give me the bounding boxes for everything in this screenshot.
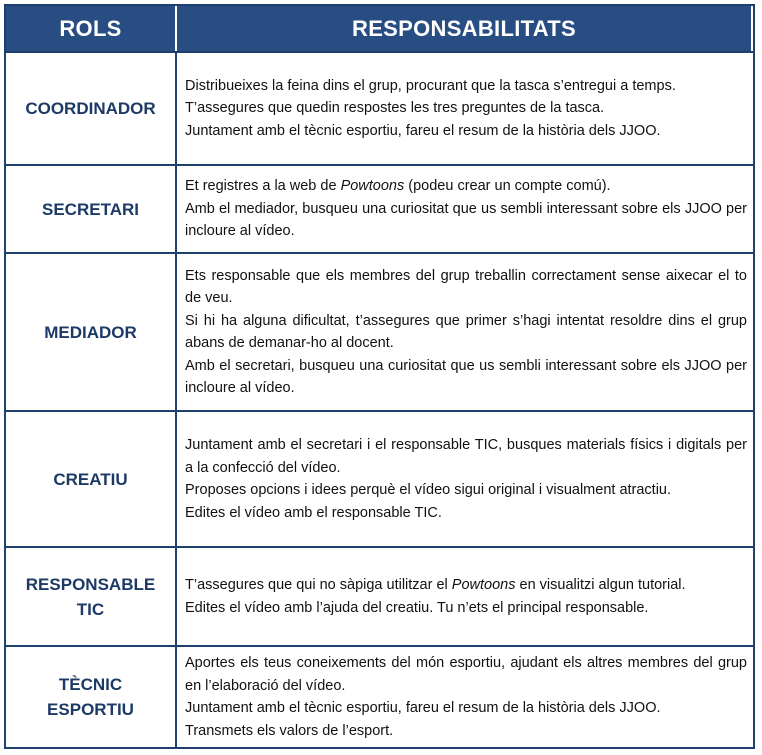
responsibility-text: Edites el vídeo amb l’ajuda del creatiu. Tu n’ets el principal responsable. <box>185 599 649 616</box>
responsibility-text: Amb el mediador, busqueu una curiositat que us sembli interessant sobre els JJOO per incloure al vídeo. <box>185 200 747 240</box>
responsibility-text: (podeu crear un compte comú). <box>404 178 611 195</box>
responsibility-item <box>185 652 747 697</box>
responsibility-text: Edites el vídeo amb el responsable TIC. <box>185 504 442 521</box>
role-name <box>26 572 155 622</box>
responsibility-item <box>185 198 747 243</box>
responsibility-item <box>185 697 747 720</box>
role-name <box>53 467 127 492</box>
role-name-line: SECRETARI <box>42 199 139 219</box>
responsibility-text: Juntament amb el tècnic esportiu, fareu el resum de la història dels JJOO. <box>185 122 661 139</box>
responsibility-text: Juntament amb el tècnic esportiu, fareu el resum de la història dels JJOO. <box>185 700 661 716</box>
role-cell <box>6 410 177 546</box>
role-cell <box>6 645 177 747</box>
responsibility-item <box>185 265 747 310</box>
responsibility-text: Aportes els teus coneixements del món esportiu, ajudant els altres membres del grup en l’elaboració del vídeo. <box>185 655 747 694</box>
role-name-line: MEDIADOR <box>44 322 137 342</box>
responsibility-text: Amb el secretari, busqueu una curiositat que us sembli interessant sobre els JJOO per incloure al vídeo. <box>185 357 747 396</box>
responsibility-item <box>185 97 747 120</box>
responsibilities-cell <box>177 645 753 747</box>
role-name <box>25 96 155 121</box>
responsibility-item <box>185 434 747 479</box>
responsibilities-cell <box>177 546 753 645</box>
role-name-line: TÈCNIC <box>58 675 123 694</box>
responsibility-text: T’assegures que qui no sàpiga utilitzar el <box>185 577 452 593</box>
responsibility-item <box>185 120 747 143</box>
responsibility-text: Ets responsable que els membres del grup treballin correctament sense aixecar el to de veu. <box>185 267 747 306</box>
responsibility-text: Juntament amb el secretari i el responsable TIC, busques materials físics i digitals per a la confecció del vídeo. <box>185 437 747 476</box>
role-name <box>42 197 139 222</box>
role-name-line: TIC <box>76 599 105 619</box>
responsibility-text: Distribueixes la feina dins el grup, procurant que la tasca s’entregui a temps. <box>185 77 676 94</box>
responsibility-item <box>185 479 747 502</box>
responsibilities-cell <box>177 410 753 546</box>
responsibility-item <box>185 597 747 620</box>
responsibility-item <box>185 175 747 198</box>
responsibility-text: Transmets els valors de l’esport. <box>185 722 394 739</box>
responsibility-item <box>185 574 747 597</box>
role-name <box>44 320 137 345</box>
role-name-line: COORDINADOR <box>25 99 156 118</box>
role-cell <box>6 252 177 410</box>
role-cell <box>6 164 177 252</box>
role-name-line: RESPONSABLE <box>25 574 156 594</box>
responsibility-text: Et registres a la web de <box>185 178 341 195</box>
responsibility-text: T’assegures que quedin respostes les tres preguntes de la tasca. <box>185 100 605 117</box>
responsibilities-cell <box>177 164 753 252</box>
role-cell <box>6 51 177 164</box>
role-name-line: CREATIU <box>53 469 128 489</box>
responsibilities-cell <box>177 252 753 410</box>
role-name <box>47 672 134 722</box>
responsibility-item <box>185 310 747 355</box>
responsibility-item <box>185 355 747 400</box>
roles-table <box>4 4 755 749</box>
responsibility-item <box>185 720 747 743</box>
responsibility-text: en visualitzi algun tutorial. <box>515 577 686 593</box>
role-name-line: ESPORTIU <box>47 700 134 719</box>
responsibility-text: Si hi ha alguna dificultat, t’assegures que primer s’hagi intentat resoldre dins el grup abans de demanar-ho al docent. <box>185 312 747 351</box>
responsibility-item <box>185 502 747 525</box>
responsibilities-cell <box>177 51 753 164</box>
role-cell <box>6 546 177 645</box>
app-name: Powtoons <box>451 577 516 593</box>
app-name: Powtoons <box>340 178 405 195</box>
header-roles: ROLS <box>6 6 177 51</box>
responsibility-text: Proposes opcions i idees perquè el vídeo sigui original i visualment atractiu. <box>185 482 672 498</box>
header-responsibilities: RESPONSABILITATS <box>177 6 753 51</box>
responsibility-item <box>185 75 747 98</box>
